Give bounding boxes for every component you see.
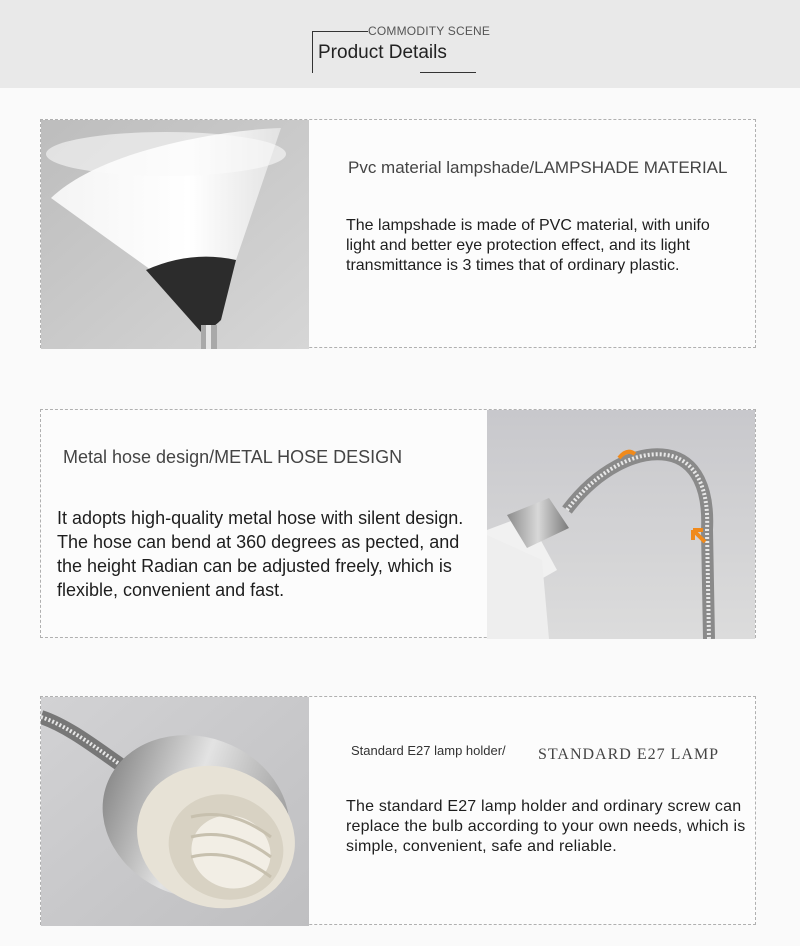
- section-heading-en: STANDARD E27 LAMP: [538, 746, 720, 763]
- page-header: [0, 0, 800, 88]
- section-lampshade: [40, 119, 756, 348]
- header-rule-top: [312, 31, 368, 32]
- section-lamp-holder: [40, 696, 756, 925]
- header-subtitle: COMMODITY SCENE: [368, 24, 491, 38]
- lamp-holder-photo: [41, 697, 309, 926]
- section-heading: Standard E27 lamp holder/: [351, 743, 506, 758]
- section-heading: Pvc material lampshade/LAMPSHADE MATERIAL: [348, 158, 728, 177]
- header-rule-left: [312, 31, 313, 73]
- section-body: The standard E27 lamp holder and ordinary screw can replace the bulb according to your own needs, which is simple, convenient, safe and reliable.: [346, 798, 746, 855]
- section-heading: Metal hose design/METAL HOSE DESIGN: [63, 447, 403, 467]
- page-title: Product Details: [314, 42, 451, 64]
- section-body: It adopts high-quality metal hose with silent design. The hose can bend at 360 degrees as pected, and the height Radian can be adjusted freely, which is flexible, convenient and fast.: [57, 508, 464, 600]
- header-rule-bottom: [420, 72, 476, 73]
- metal-hose-photo: [487, 410, 755, 639]
- section-body: The lampshade is made of PVC material, with unifo light and better eye protection effect, and its light transmittance is 3 times that of ordinary plastic.: [346, 217, 710, 274]
- lampshade-photo: [41, 120, 309, 349]
- section-metal-hose: [40, 409, 756, 638]
